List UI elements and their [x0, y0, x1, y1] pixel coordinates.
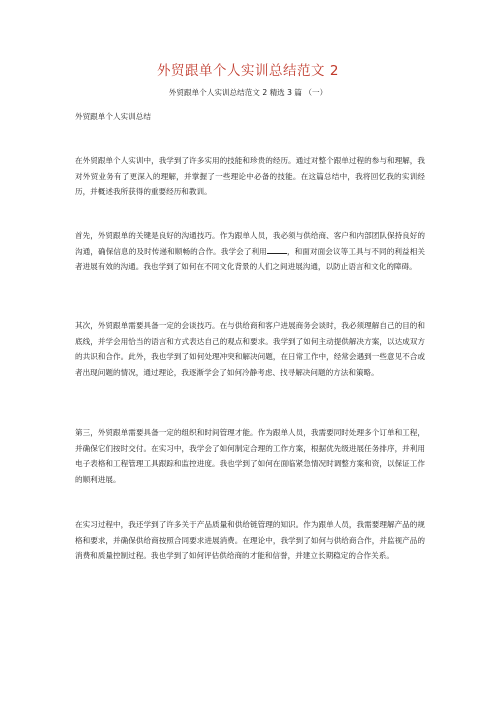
- paragraph-text-part: 首先，外贸跟单的关键是良好的沟通技巧。作为跟单人员，我必须与供给商、客户和内部团队保持良好的沟通，确保信息的及时传递和顺畅的合作。我学会了利用: [75, 231, 425, 256]
- paragraph-4: [75, 425, 425, 487]
- paragraph-text: 其次，外贸跟单需要具备一定的会谈技巧。在与供给商和客户进展商务会谈时，我必须理解自己的目的和底线，并学会用恰当的语言和方式表达自己的观点和要求。我学到了如何主动提供解决方案，以达成双方的共识和合作。此外，我也学到了如何处理冲突和解决问题，在日常工作中，经常会遇到一些意见不合或者出现问题的情况，通过理论，我逐渐学会了如何冷静考虑、找寻解决问题的方法和策略。: [75, 321, 425, 377]
- section-heading: 外贸跟单个人实训总结: [75, 112, 151, 121]
- paragraph-1: [75, 153, 425, 200]
- paragraph-5: [75, 517, 425, 564]
- document-title: 外贸跟单个人实训总结范文 2: [157, 63, 339, 79]
- paragraph-text-part: ，和面对面会议等工具与不同的利益相关者进展有效的沟通。我也学到了如何在不同文化背景的人们之间进展沟通，以防止语言和文化的障碍。: [75, 246, 425, 271]
- fill-blank-line: [267, 245, 287, 254]
- document-subtitle: 外贸跟单个人实训总结范文 2 精选 3 篇 （一）: [168, 88, 328, 97]
- paragraph-2: [75, 228, 425, 275]
- paragraph-text: 在实习过程中，我还学到了许多关于产品质量和供给链管理的知识。作为跟单人员，我需要理解产品的规格和要求，并确保供给商按照合同要求进展消费。在理论中，我学到了如何与供给商合作，并监视产品的消费和质量控制过程。我也学到了如何评估供给商的才能和信誉，并建立长期稳定的合作关系。: [75, 520, 425, 560]
- paragraph-text: [75, 228, 425, 275]
- paragraph-text: 在外贸跟单个人实训中，我学到了许多实用的技能和珍贵的经历。通过对整个跟单过程的参与和理解，我对外贸业务有了更深入的理解，并掌握了一些理论中必备的技能。在这篇总结中，我将回忆我的实训经历，并概述我所获得的重要经历和教训。: [75, 156, 425, 196]
- paragraph-text: 第三，外贸跟单需要具备一定的组织和时间管理才能。作为跟单人员，我需要同时处理多个订单和工程，并确保它们按时交付。在实习中，我学会了如何制定合理的工作方案，根据优先级进展任务排序，并利用电子表格和工程管理工具跟踪和监控进度。我也学到了如何在面临紧急情况时调整方案和资，以保证工作的顺利进展。: [75, 428, 425, 484]
- paragraph-3: [75, 318, 425, 380]
